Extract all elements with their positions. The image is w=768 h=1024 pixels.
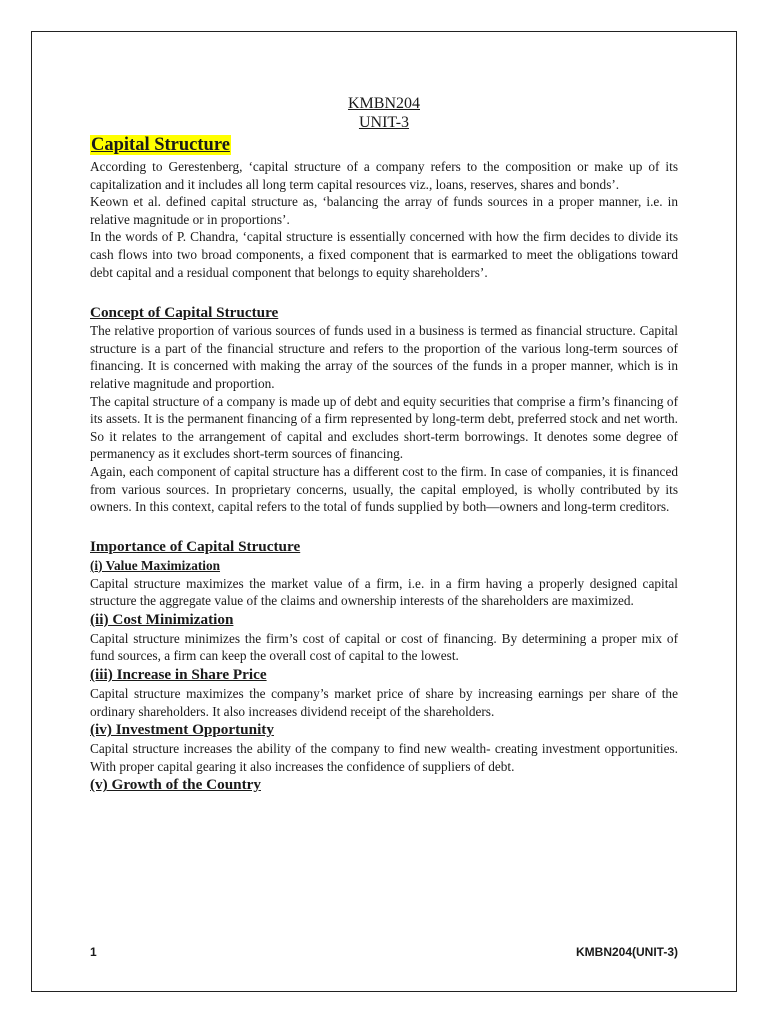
intro-paragraph: According to Gerestenberg, ‘capital structure of a company refers to the composition or make up of its capitalization and it includes all long term capital resources viz., loans, reserves, shares and bonds’. (90, 159, 678, 192)
title-wrap (90, 133, 678, 158)
spacer (90, 281, 678, 303)
importance-item-title: (i) Value Maximization (90, 557, 221, 573)
intro-paragraph: Keown et al. defined capital structure as, ‘balancing the array of funds sources in a proper manner, i.e. in relative magnitude or in proportions’. (90, 194, 678, 227)
importance-item-text: Capital structure minimizes the firm’s cost of capital or cost of financing. By determining a proper mix of fund sources, a firm can keep the overall cost of capital to the lowest. (90, 630, 678, 664)
importance-item-title: (iv) Investment Opportunity (90, 721, 274, 739)
importance-item-text: Capital structure increases the ability of the company to find new wealth- creating investment opportunities. With proper capital gearing it also increases the confidence of suppliers of debt. (90, 741, 678, 774)
importance-item-title: (ii) Cost Minimization (90, 610, 234, 628)
spacer (90, 516, 678, 537)
importance-heading: Importance of Capital Structure (90, 537, 301, 555)
unit-label: UNIT-3 (358, 114, 410, 131)
course-code: KMBN204 (347, 95, 420, 112)
concept-paragraph: The relative proportion of various sources of funds used in a business is termed as financial structure. Capital structure is a part of the financial structure and refers to the proportion of the various long-term sources of financing. It is concerned with making the array of the sources of the funds in a proper manner, which is in relative magnitude and proportion. (90, 323, 678, 391)
importance-item-title: (v) Growth of the Country (90, 776, 261, 794)
importance-item-title: (iii) Increase in Share Price (90, 666, 267, 684)
footer-course-label: KMBN204(UNIT-3) (575, 945, 678, 959)
concept-paragraph: Again, each component of capital structure has a different cost to the firm. In case of companies, it is financed from various sources. In proprietary concerns, usually, the capital employed, is wholly contributed by its owners. In this context, capital refers to the total of funds supplied by both—owners and long-term creditors. (90, 463, 678, 515)
document-body (90, 94, 678, 795)
concept-heading: Concept of Capital Structure (90, 304, 279, 322)
concept-paragraph: The capital structure of a company is made up of debt and equity securities that comprise a firm’s financing of its assets. It is the permanent financing of a firm represented by long-term debt, preferred stock and net worth. So it relates to the arrangement of capital and excludes short-term borrowings. It denotes some degree of permanency as it excludes short-term sources of financing. (90, 393, 678, 462)
importance-item-text: Capital structure maximizes the company’s market price of share by increasing earnings per share of the ordinary shareholders. It also increases dividend receipt of the shareholders. (90, 686, 678, 719)
page-title: Capital Structure (91, 135, 230, 155)
footer-page-number: 1 (90, 945, 97, 959)
importance-item-text: Capital structure maximizes the market value of a firm, i.e. in a firm having a properly designed capital structure the aggregate value of the claims and ownership interests of the shareholders are maximized. (90, 575, 678, 609)
intro-paragraph: In the words of P. Chandra, ‘capital structure is essentially concerned with how the firm decides to divide its cash flows into two broad components, a fixed component that is earmarked to meet the obligations toward debt capital and a residual component that belongs to equity shareholders’. (90, 229, 678, 280)
